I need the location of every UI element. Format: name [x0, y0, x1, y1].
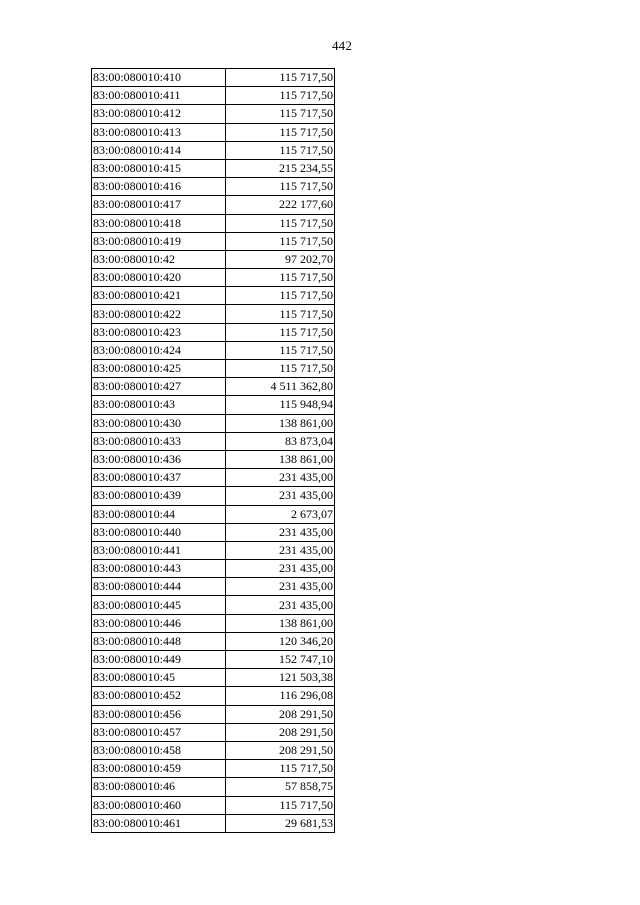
table-row [92, 141, 335, 159]
cadastral-value-cell: 115 717,50 [226, 141, 335, 159]
cadastral-number-cell: 83:00:080010:446 [92, 614, 226, 632]
table-row [92, 778, 335, 796]
cadastral-value-cell: 231 435,00 [226, 541, 335, 559]
cadastral-value-cell: 115 717,50 [226, 305, 335, 323]
cadastral-number-cell: 83:00:080010:414 [92, 141, 226, 159]
cadastral-value-cell: 231 435,00 [226, 523, 335, 541]
cadastral-number-cell: 83:00:080010:410 [92, 69, 226, 87]
cadastral-value-cell: 121 503,38 [226, 669, 335, 687]
table-row [92, 469, 335, 487]
cadastral-number-cell: 83:00:080010:42 [92, 250, 226, 268]
table-row [92, 396, 335, 414]
cadastral-value-cell: 115 717,50 [226, 269, 335, 287]
cadastral-number-cell: 83:00:080010:420 [92, 269, 226, 287]
cadastral-value-cell: 120 346,20 [226, 632, 335, 650]
table-row [92, 760, 335, 778]
cadastral-value-cell: 115 717,50 [226, 232, 335, 250]
cadastral-value-cell: 115 717,50 [226, 178, 335, 196]
table-row [92, 305, 335, 323]
cadastral-number-cell: 83:00:080010:437 [92, 469, 226, 487]
table-row [92, 505, 335, 523]
cadastral-value-cell: 231 435,00 [226, 596, 335, 614]
table-row [92, 178, 335, 196]
table-row [92, 541, 335, 559]
table-row [92, 232, 335, 250]
cadastral-value-cell: 115 717,50 [226, 105, 335, 123]
cadastral-number-cell: 83:00:080010:445 [92, 596, 226, 614]
cadastral-number-cell: 83:00:080010:449 [92, 651, 226, 669]
table-row [92, 323, 335, 341]
cadastral-number-cell: 83:00:080010:439 [92, 487, 226, 505]
cadastral-value-cell: 57 858,75 [226, 778, 335, 796]
cadastral-value-cell: 231 435,00 [226, 469, 335, 487]
table-row [92, 269, 335, 287]
table-row [92, 360, 335, 378]
cadastral-value-cell: 115 717,50 [226, 69, 335, 87]
table-row [92, 450, 335, 468]
table-row [92, 214, 335, 232]
table-row [92, 378, 335, 396]
cadastral-value-cell: 115 717,50 [226, 341, 335, 359]
table-row [92, 796, 335, 814]
cadastral-number-cell: 83:00:080010:440 [92, 523, 226, 541]
cadastral-value-cell: 4 511 362,80 [226, 378, 335, 396]
cadastral-value-cell: 115 717,50 [226, 323, 335, 341]
cadastral-number-cell: 83:00:080010:43 [92, 396, 226, 414]
cadastral-value-table [91, 68, 335, 833]
table-row [92, 741, 335, 759]
table-row [92, 250, 335, 268]
cadastral-number-cell: 83:00:080010:419 [92, 232, 226, 250]
cadastral-number-cell: 83:00:080010:443 [92, 560, 226, 578]
cadastral-number-cell: 83:00:080010:422 [92, 305, 226, 323]
cadastral-value-cell: 138 861,00 [226, 414, 335, 432]
cadastral-number-cell: 83:00:080010:418 [92, 214, 226, 232]
cadastral-value-cell: 115 948,94 [226, 396, 335, 414]
cadastral-value-cell: 222 177,60 [226, 196, 335, 214]
cadastral-number-cell: 83:00:080010:448 [92, 632, 226, 650]
cadastral-value-cell: 29 681,53 [226, 814, 335, 832]
cadastral-value-cell: 231 435,00 [226, 578, 335, 596]
cadastral-number-cell: 83:00:080010:460 [92, 796, 226, 814]
cadastral-value-cell: 138 861,00 [226, 450, 335, 468]
cadastral-number-cell: 83:00:080010:412 [92, 105, 226, 123]
cadastral-value-cell: 231 435,00 [226, 560, 335, 578]
cadastral-number-cell: 83:00:080010:44 [92, 505, 226, 523]
cadastral-number-cell: 83:00:080010:413 [92, 123, 226, 141]
cadastral-value-cell: 83 873,04 [226, 432, 335, 450]
cadastral-value-cell: 115 717,50 [226, 123, 335, 141]
table-row [92, 123, 335, 141]
table-row [92, 196, 335, 214]
cadastral-value-cell: 115 717,50 [226, 214, 335, 232]
cadastral-value-cell: 208 291,50 [226, 741, 335, 759]
cadastral-value-cell: 231 435,00 [226, 487, 335, 505]
cadastral-number-cell: 83:00:080010:425 [92, 360, 226, 378]
cadastral-number-cell: 83:00:080010:433 [92, 432, 226, 450]
cadastral-number-cell: 83:00:080010:458 [92, 741, 226, 759]
cadastral-number-cell: 83:00:080010:424 [92, 341, 226, 359]
table-row [92, 414, 335, 432]
cadastral-number-cell: 83:00:080010:427 [92, 378, 226, 396]
table-row [92, 69, 335, 87]
cadastral-value-cell: 116 296,08 [226, 687, 335, 705]
cadastral-number-cell: 83:00:080010:456 [92, 705, 226, 723]
table-row [92, 669, 335, 687]
table-row [92, 487, 335, 505]
table-row [92, 523, 335, 541]
table-row [92, 578, 335, 596]
cadastral-number-cell: 83:00:080010:441 [92, 541, 226, 559]
cadastral-value-cell: 115 717,50 [226, 287, 335, 305]
cadastral-number-cell: 83:00:080010:461 [92, 814, 226, 832]
cadastral-number-cell: 83:00:080010:436 [92, 450, 226, 468]
cadastral-number-cell: 83:00:080010:457 [92, 723, 226, 741]
cadastral-number-cell: 83:00:080010:417 [92, 196, 226, 214]
cadastral-value-cell: 115 717,50 [226, 796, 335, 814]
cadastral-value-cell: 115 717,50 [226, 760, 335, 778]
table-row [92, 287, 335, 305]
cadastral-value-cell: 208 291,50 [226, 723, 335, 741]
table-row [92, 687, 335, 705]
table-row [92, 159, 335, 177]
cadastral-number-cell: 83:00:080010:421 [92, 287, 226, 305]
cadastral-number-cell: 83:00:080010:45 [92, 669, 226, 687]
table-row [92, 596, 335, 614]
cadastral-value-cell: 215 234,55 [226, 159, 335, 177]
cadastral-number-cell: 83:00:080010:423 [92, 323, 226, 341]
table-row [92, 105, 335, 123]
cadastral-number-cell: 83:00:080010:416 [92, 178, 226, 196]
table-row [92, 614, 335, 632]
cadastral-value-cell: 2 673,07 [226, 505, 335, 523]
cadastral-number-cell: 83:00:080010:452 [92, 687, 226, 705]
cadastral-number-cell: 83:00:080010:430 [92, 414, 226, 432]
table-row [92, 432, 335, 450]
cadastral-value-cell: 97 202,70 [226, 250, 335, 268]
cadastral-value-cell: 138 861,00 [226, 614, 335, 632]
table-row [92, 87, 335, 105]
page-number: 442 [331, 38, 353, 53]
table-row [92, 341, 335, 359]
table-row [92, 560, 335, 578]
cadastral-number-cell: 83:00:080010:444 [92, 578, 226, 596]
table-row [92, 814, 335, 832]
cadastral-value-cell: 152 747,10 [226, 651, 335, 669]
cadastral-number-cell: 83:00:080010:459 [92, 760, 226, 778]
table-body [92, 69, 335, 833]
cadastral-number-cell: 83:00:080010:46 [92, 778, 226, 796]
cadastral-value-cell: 115 717,50 [226, 360, 335, 378]
table-row [92, 723, 335, 741]
table-row [92, 651, 335, 669]
cadastral-value-cell: 115 717,50 [226, 87, 335, 105]
cadastral-number-cell: 83:00:080010:411 [92, 87, 226, 105]
cadastral-number-cell: 83:00:080010:415 [92, 159, 226, 177]
table-row [92, 632, 335, 650]
cadastral-value-cell: 208 291,50 [226, 705, 335, 723]
table-row [92, 705, 335, 723]
